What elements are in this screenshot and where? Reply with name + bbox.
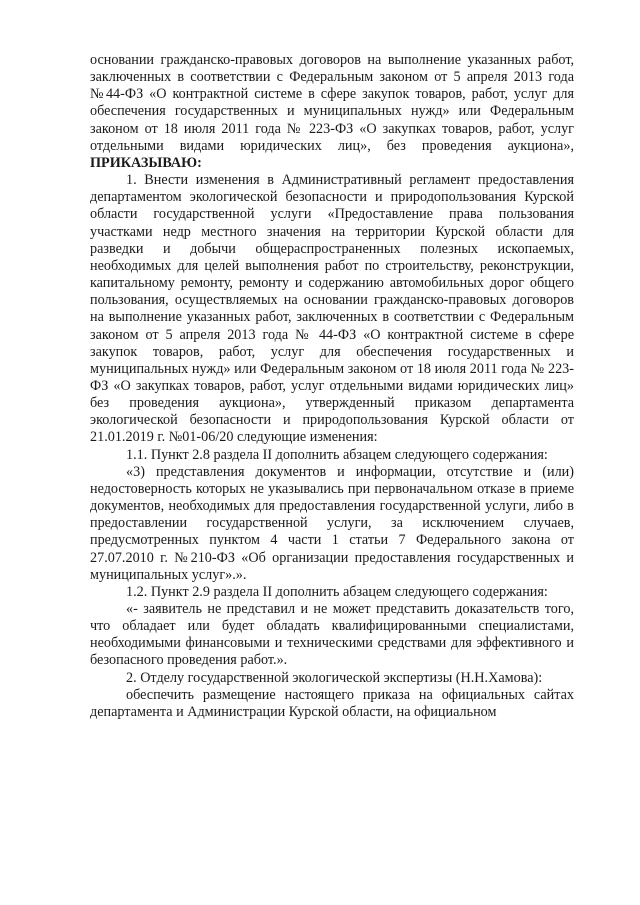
item-1-paragraph: 1. Внести изменения в Административный регламент предоставления департаментом экологической безопасности и природопользования Курской области государственной услуги «Предоставление права пользования участками недр местного значения на территории Курской области для разведки и добычи общераспространенных полезных ископаемых, необходимых для целей выполнения работ по строительству, реконструкции, капитальному ремонту, ремонту и содержанию автомобильных дорог общего пользования, осуществляемых на основании гражданско-правовых договоров на выполнение указанных работ, заключенных в соответствии с Федеральным законом от 5 апреля 2013 года № 44-ФЗ «О контрактной системе в сфере закупок товаров, работ, услуг для обеспечения государственных и муниципальных нужд» или Федеральным законом от 18 июля 2011 года № 223-ФЗ «О закупках товаров, работ, услуг отдельными видами юридических лиц» без проведения аукциона», утвержденный приказом департамента экологической безопасности и природопользования Курской области от 21.01.2019 г. №01-06/20 следующие изменения: — [90, 172, 574, 446]
order-word: ПРИКАЗЫВАЮ: — [90, 154, 202, 171]
document-body — [90, 52, 574, 721]
intro-text: основании гражданско-правовых договоров на выполнение указанных работ, заключенных в соответствии с Федеральным законом от 5 апреля 2013 года №44-ФЗ «О контрактной системе в сфере закупок товаров, работ, услуг для обеспечения государственных и муниципальных нужд» или Федеральным законом от 18 июля 2011 года № 223-ФЗ «О закупках товаров, работ, услуг отдельными видами юридических лиц», без проведения аукциона», — [90, 52, 574, 154]
item-1-1-paragraph: 1.1. Пункт 2.8 раздела II дополнить абзацем следующего содержания: — [126, 446, 548, 463]
item-1-1-quote-paragraph: «3) представления документов и информации, отсутствие и (или) недостоверность которых не указывались при первоначальном отказе в приеме документов, необходимых для предоставления государственной услуги, либо в предоставлении государственной услуги, за исключением случаев, предусмотренных пунктом 4 части 1 статьи 7 Федерального закона от 27.07.2010 г. №210-ФЗ «Об организации предоставления государственных и муниципальных услуг».». — [90, 463, 574, 583]
item-1-2-quote-paragraph: «- заявитель не представил и не может представить доказательств того, что обладает или будет обладать квалифицированными специалистами, необходимыми финансовыми и техническими средствами для эффективного и безопасного проведения работ.». — [90, 601, 574, 669]
intro-paragraph — [90, 52, 574, 172]
item-1-2-paragraph: 1.2. Пункт 2.9 раздела II дополнить абзацем следующего содержания: — [126, 583, 548, 600]
item-2-paragraph: 2. Отделу государственной экологической экспертизы (Н.Н.Хамова): — [126, 669, 543, 686]
item-2-text-paragraph: обеспечить размещение настоящего приказа на официальных сайтах департамента и Администрации Курской области, на официальном — [90, 686, 574, 720]
